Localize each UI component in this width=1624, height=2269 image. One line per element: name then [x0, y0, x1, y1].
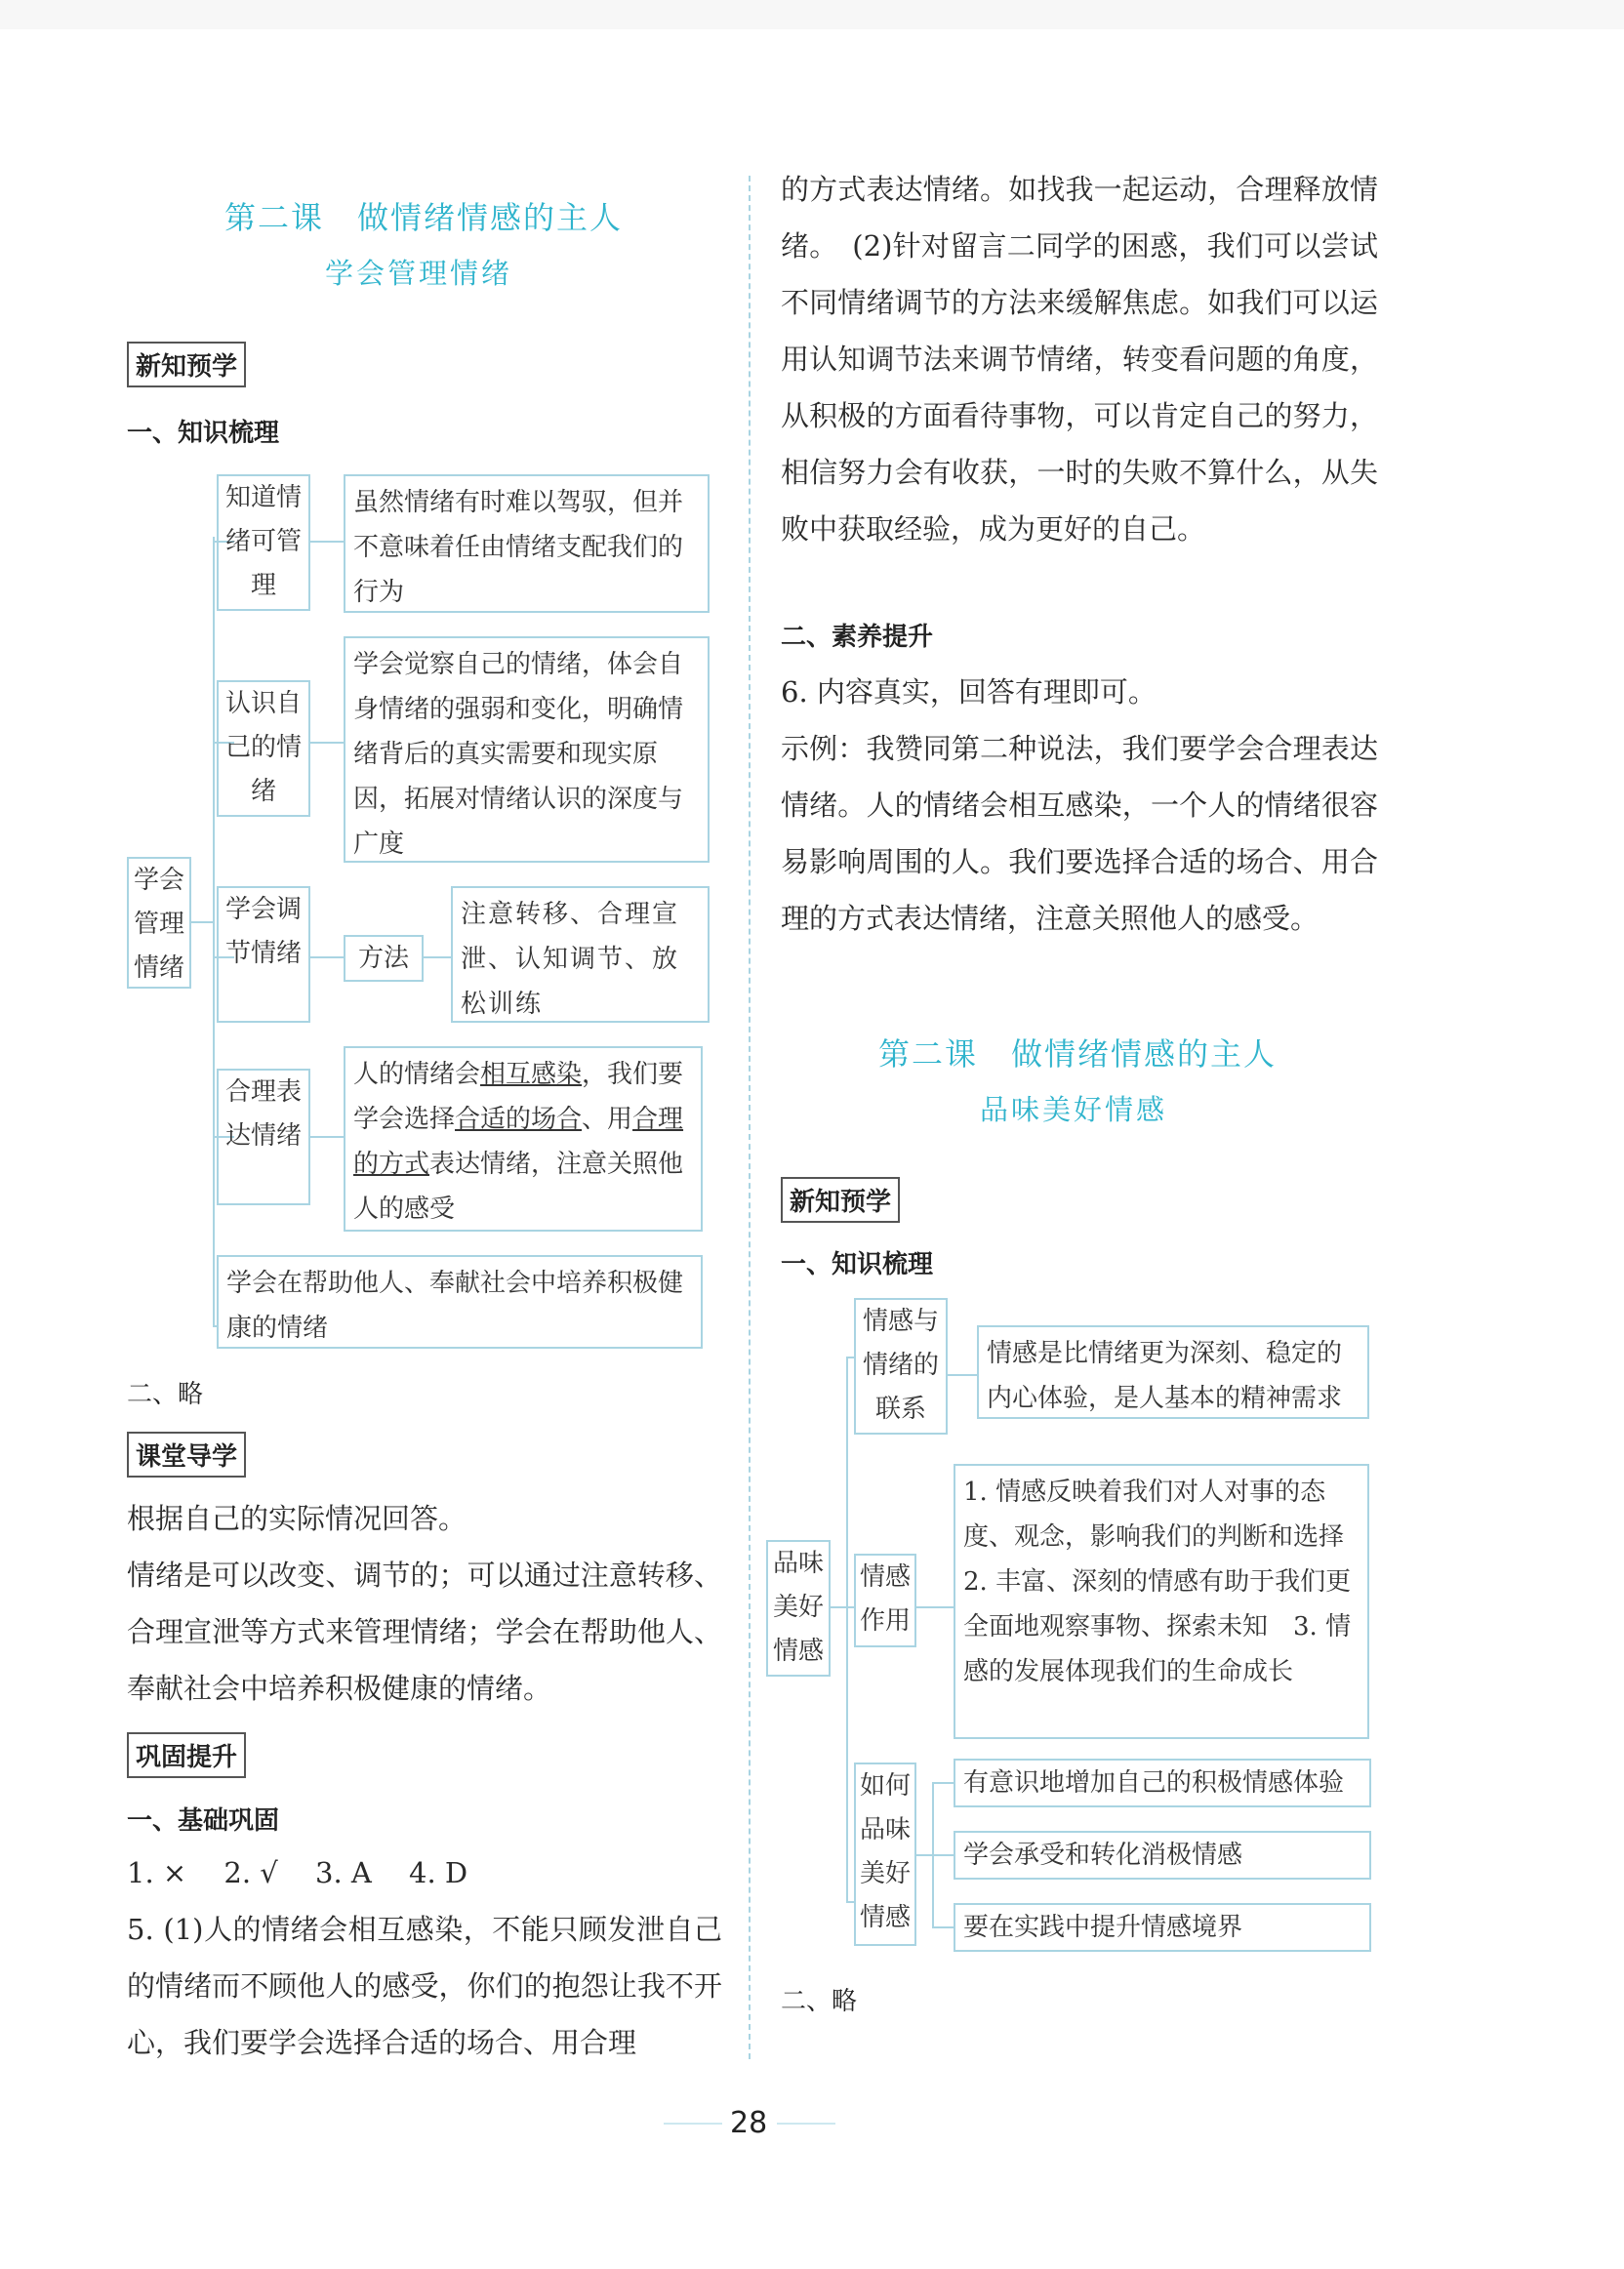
class-guide-p1: 根据自己的实际情况回答。	[127, 1502, 467, 1535]
connector	[948, 1374, 977, 1376]
tag-class-guide: 课堂导学	[127, 1432, 246, 1478]
branch-text-function: 1. 情感反映着我们对人对事的态度、观念，影响我们的判断和选择 2. 丰富、深刻的情感有助于我们更全面地观察事物、探索未知 3. 情感的发展体现我们的生命成长	[954, 1464, 1369, 1739]
answers-line: 1. × 2. √ 3. A 4. D	[127, 1856, 468, 1889]
connector	[191, 921, 215, 923]
branch-text-express	[344, 1046, 703, 1232]
text-fragment: 、用	[582, 1105, 633, 1134]
underlined-term: 合适的场合	[455, 1105, 583, 1134]
branch-label-express-text: 合理表达情绪	[224, 1077, 302, 1151]
how-item-1: 有意识地增加自己的积极情感体验	[954, 1759, 1371, 1807]
underlined-term: 相互感染	[480, 1060, 583, 1089]
question-6-example: 示例：我赞同第二种说法，我们要学会合理表达情绪。人的情绪会相互感染，一个人的情绪很容易影响周围的人。我们要选择合适的场合、用合理的方式表达情绪，注意关照他人的感受。	[781, 732, 1378, 935]
mindmap-root: 品味美好情感	[766, 1540, 831, 1677]
connector	[213, 537, 215, 1325]
connector	[846, 1901, 854, 1903]
question-5-text: 5. (1)人的情绪会相互感染，不能只顾发泄自己的情绪而不顾他人的感受，你们的抱怨让我不开心，我们要学会选择合适的场合、用合理	[127, 1913, 722, 2059]
text-fragment: 表达情绪，注意关照他人的感受	[353, 1150, 684, 1224]
branch-label-recognize: 认识自己的情绪	[217, 680, 310, 817]
connector	[932, 1782, 954, 1784]
mindmap-root: 学会管理情绪	[127, 857, 191, 989]
connector	[310, 956, 344, 958]
class-guide-p2: 情绪是可以改变、调节的；可以通过注意转移、合理宣泄等方式来管理情绪；学会在帮助他人、奉献社会中培养积极健康的情绪。	[127, 1559, 722, 1705]
branch-text-positive: 学会在帮助他人、奉献社会中培养积极健康的情绪	[217, 1255, 703, 1349]
top-margin	[0, 0, 1624, 29]
connector	[846, 1357, 848, 1903]
page-number: 28	[730, 2106, 768, 2140]
question-6: 6. 内容真实，回答有理即可。	[781, 675, 1157, 709]
connector	[916, 1606, 954, 1608]
connector	[310, 742, 344, 744]
right-lesson-title: 第二课 做情绪情感的主人	[878, 1035, 1278, 1073]
how-item-3: 要在实践中提升情感境界	[954, 1903, 1371, 1952]
connector	[932, 1854, 954, 1856]
connector	[424, 956, 451, 958]
text-fragment: ，我们要学会选择	[353, 1060, 684, 1134]
connector	[932, 1926, 954, 1928]
branch-label-function: 情感作用	[854, 1554, 916, 1647]
class-guide-text	[127, 1490, 722, 1717]
page-number-ornament-left	[664, 2123, 722, 2125]
tag-preview-right: 新知预学	[781, 1177, 900, 1223]
underlined-term: 合理的方式	[353, 1105, 684, 1179]
right-lesson-subtitle: 品味美好情感	[980, 1093, 1168, 1126]
connector	[310, 1136, 344, 1138]
branch-label-manageable: 知道情绪可管理	[217, 474, 310, 611]
branch-text-manageable: 虽然情绪有时难以驾驭，但并不意味着任由情绪支配我们的行为	[344, 474, 710, 613]
branch-text-regulate: 注意转移、合理宣泄、认知调节、放松训练	[451, 886, 710, 1023]
question-5-continued: 的方式表达情绪。如找我一起运动，合理释放情绪。 (2)针对留言二同学的困惑，我们可以尝试不同情绪调节的方法来缓解焦虑。如我们可以运用认知调节法来调节情绪，转变看问题的角度，从积极的方面看待事物，可以肯定自己的努力，相信努力会有收获，一时的失败不算什么，从失败中获取经验，成为更好的自己。	[781, 173, 1378, 546]
heading-knowledge-left: 一、知识梳理	[127, 419, 280, 448]
left-lesson-title: 第二课 做情绪情感的主人	[224, 199, 624, 236]
left-lesson-subtitle: 学会管理情绪	[325, 257, 513, 290]
branch-label-regulate: 学会调节情绪	[217, 886, 310, 1023]
how-item-2: 学会承受和转化消极情感	[954, 1831, 1371, 1880]
method-label: 方法	[344, 935, 424, 982]
column-divider	[749, 176, 751, 2059]
branch-text-relation: 情感是比情绪更为深刻、稳定的内心体验，是人基本的精神需求	[977, 1325, 1369, 1419]
left-section-2: 二、略	[127, 1380, 204, 1409]
branch-label-relation: 情感与情绪的联系	[854, 1298, 948, 1435]
page-number-ornament-right	[777, 2123, 835, 2125]
branch-label-express	[217, 1069, 310, 1205]
tag-consolidate: 巩固提升	[127, 1732, 246, 1778]
heading-knowledge-right: 一、知识梳理	[781, 1250, 934, 1279]
branch-text-recognize: 学会觉察自己的情绪，体会自身情绪的强弱和变化，明确情绪背后的真实需要和现实原因，拓展对情绪认识的深度与广度	[344, 636, 710, 863]
branch-label-how: 如何品味美好情感	[854, 1763, 916, 1946]
connector	[846, 1357, 854, 1358]
connector	[310, 541, 344, 543]
connector	[846, 1606, 854, 1608]
right-section-2: 二、略	[781, 1987, 858, 2016]
tag-preview-left: 新知预学	[127, 342, 246, 387]
heading-basic: 一、基础巩固	[127, 1806, 280, 1836]
text-fragment: 人的情绪会	[353, 1060, 481, 1089]
heading-literacy: 二、素养提升	[781, 623, 934, 652]
